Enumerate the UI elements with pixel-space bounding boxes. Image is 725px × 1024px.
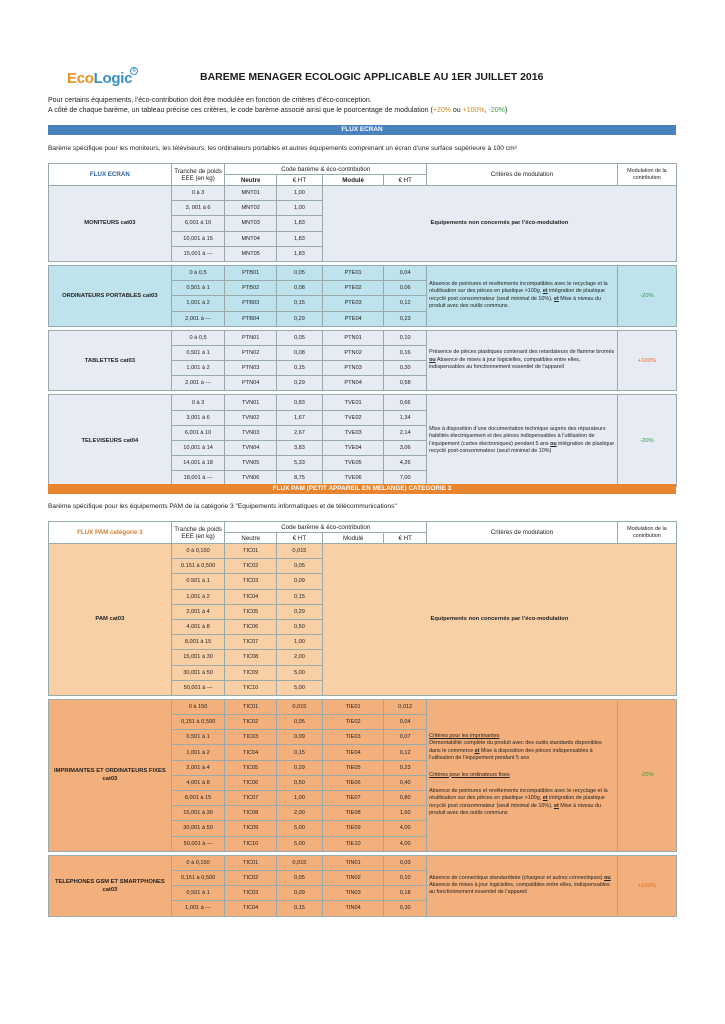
code-neutre: TIC10	[225, 836, 277, 851]
criteria-text: Absence de peintures et revêtements incompatibles avec le recyclage et la réutilisation sur des pièces en plastique >100g,	[429, 281, 608, 295]
category-name: TELEPHONES GSM ET SMARTPHONES cat03	[49, 855, 172, 916]
weight-range: 0,501 à 1	[171, 281, 225, 296]
criteria-et: et	[554, 802, 559, 809]
price-neutre: 0,29	[276, 604, 322, 619]
header-ht-neutre: € HT	[276, 533, 322, 544]
price-module: 0,58	[384, 376, 427, 391]
code-module: TVE03	[322, 425, 383, 440]
code-neutre: TIC01	[225, 544, 277, 559]
header-code: Code barème & éco-contribution	[225, 164, 427, 175]
weight-range: 0 à 3	[171, 395, 225, 410]
price-module: 0,10	[384, 330, 427, 345]
price-module: 0,30	[384, 901, 427, 916]
weight-range: 1,001 à 2	[171, 296, 225, 311]
code-module: TIE10	[322, 836, 383, 851]
header-tranche: Tranche de poids EEE (en kg)	[171, 164, 225, 186]
weight-range: 0.501 à 1	[171, 574, 225, 589]
header-neutre: Neutre	[225, 533, 277, 544]
page-header	[67, 66, 687, 96]
category-name: MONITEURS cat03	[49, 186, 172, 262]
flux-ecran-table	[48, 163, 677, 487]
weight-range: 8,001 à 15	[171, 635, 225, 650]
criteria-et: et	[542, 795, 548, 802]
weight-range: 0 à 3	[171, 186, 225, 201]
price-neutre: 1,67	[276, 410, 322, 425]
code-neutre: MNT04	[225, 231, 277, 246]
code-module: TVE02	[322, 410, 383, 425]
price-neutre: 1,00	[276, 791, 322, 806]
criteria-text: intégration de plastique recyclé post-consommateur (seuil minimal de 10%)	[429, 440, 614, 454]
code-neutre: TIC03	[225, 574, 277, 589]
section-note-flux-ecran: Barème spécifique pour les moniteurs, les téléviseurs, les ordinateurs portables et autres équipements comprenant un écran d’une surface supérieure à 100 cm²	[48, 145, 517, 152]
modulation-value: -20%	[617, 395, 676, 486]
code-neutre: TIC08	[225, 650, 277, 665]
code-module: PTN01	[322, 330, 383, 345]
price-neutre: 0,15	[276, 589, 322, 604]
criteria-text: Démontabilité complète du produit avec des outils standards disponibles dans le commerce	[429, 740, 602, 754]
weight-range: 0.151 à 0,500	[171, 559, 225, 574]
code-neutre: PTN02	[225, 345, 277, 360]
code-neutre: TIC06	[225, 619, 277, 634]
criteria-text: Mise à niveau du produit avec des outils communs	[429, 295, 602, 310]
weight-range: 0 à 0,5	[171, 265, 225, 280]
code-neutre: TIC04	[225, 745, 277, 760]
table-row	[49, 699, 677, 714]
price-neutre: 5,00	[276, 821, 322, 836]
criteria-text: Absence de peintures et revêtements incompatibles avec le recyclage et la réutilisation sur des pièces en plastique >100g,	[429, 788, 608, 802]
code-neutre: TVN02	[225, 410, 277, 425]
code-neutre: PTN01	[225, 330, 277, 345]
code-neutre: PTB04	[225, 311, 277, 326]
price-neutre: 0,05	[276, 715, 322, 730]
price-neutre: 0,08	[276, 345, 322, 360]
code-module: TIE06	[322, 775, 383, 790]
criteria-cell	[427, 699, 618, 851]
code-neutre: PTB03	[225, 296, 277, 311]
weight-range: 2,001 à ---	[171, 311, 225, 326]
criteria-text: intégration de plastique recyclé post consommateur (seuil minimal de 10%),	[429, 288, 605, 302]
weight-range: 15,001 à ---	[171, 246, 225, 261]
criteria-title: Critères pour les imprimantes	[429, 732, 500, 739]
price-neutre: 0,05	[276, 265, 322, 280]
code-neutre: TIC05	[225, 760, 277, 775]
code-neutre: TVN01	[225, 395, 277, 410]
header-ht-module: € HT	[384, 175, 427, 186]
weight-range: 14,001 à 18	[171, 456, 225, 471]
logo-logic: Logic	[93, 70, 133, 87]
price-module: 0,40	[384, 775, 427, 790]
code-module: PTN03	[322, 361, 383, 376]
price-neutre: 0,15	[276, 296, 322, 311]
weight-range: 50,001 à ---	[171, 680, 225, 695]
price-module: 0,80	[384, 791, 427, 806]
price-module: 0,06	[384, 281, 427, 296]
weight-range: 18,001 à ---	[171, 471, 225, 486]
category-name: PAM cat03	[49, 544, 172, 696]
price-neutre: 0,15	[276, 745, 322, 760]
price-module: 0,66	[384, 395, 427, 410]
weight-range: 30,001 à 50	[171, 821, 225, 836]
weight-range: 8,001 à 15	[171, 791, 225, 806]
criteria-title-desktops	[429, 772, 615, 779]
price-neutre: 2,67	[276, 425, 322, 440]
price-module: 0,03	[384, 855, 427, 870]
price-neutre: 5,00	[276, 836, 322, 851]
modulation-value: +100%	[617, 330, 676, 391]
weight-range: 4,001 à 8	[171, 619, 225, 634]
header-criteres: Critères de modulation	[427, 522, 618, 544]
code-neutre: TIC04	[225, 901, 277, 916]
code-module: TIE01	[322, 699, 383, 714]
criteria-ou: ou	[550, 440, 557, 447]
modulation-value: -20%	[617, 699, 676, 851]
intro-close: )	[504, 107, 508, 114]
category-name: TABLETTES cat03	[49, 330, 172, 391]
price-module: 0,30	[384, 361, 427, 376]
code-neutre: TIC05	[225, 604, 277, 619]
price-module: 0,18	[384, 886, 427, 901]
weight-range: 0 à 0,150	[171, 544, 225, 559]
price-module: 0,04	[384, 265, 427, 280]
price-module: 1,60	[384, 806, 427, 821]
code-neutre: TVN04	[225, 441, 277, 456]
code-neutre: TIC07	[225, 791, 277, 806]
criteria-ou: ou	[429, 356, 436, 363]
price-neutre: 8,75	[276, 471, 322, 486]
code-module: PTE04	[322, 311, 383, 326]
price-neutre: 0,29	[276, 311, 322, 326]
criteria-et: et	[474, 747, 480, 754]
weight-range: 15,001 à 30	[171, 650, 225, 665]
price-neutre: 1,00	[276, 201, 322, 216]
weight-range: 0,151 à 0,500	[171, 715, 225, 730]
header-code: Code barème & éco-contribution	[225, 522, 427, 533]
code-neutre: MNT03	[225, 216, 277, 231]
code-neutre: TIC03	[225, 730, 277, 745]
price-module: 2,14	[384, 425, 427, 440]
category-name: TELEVISEURS cat04	[49, 395, 172, 486]
price-module: 0,12	[384, 296, 427, 311]
weight-range: 0,151 à 0,500	[171, 870, 225, 885]
price-neutre: 0,015	[276, 544, 322, 559]
table-row	[49, 544, 677, 559]
section-band-flux-pam: FLUX PAM (PETIT APPAREIL EN MELANGE) CATEGORIE 3	[48, 484, 676, 494]
price-module: 0,04	[384, 715, 427, 730]
intro-line-1: Pour certains équipements, l’éco-contribution doit être modulée en fonction de critères d’éco-conception.	[48, 97, 372, 104]
price-neutre: 0,50	[276, 619, 322, 634]
criteria-title-printers	[429, 733, 615, 740]
intro-comma: ,	[484, 107, 489, 114]
table-row	[49, 330, 677, 345]
code-module: TIE05	[322, 760, 383, 775]
modulation-value: -20%	[617, 265, 676, 326]
weight-range: 15,001 à 30	[171, 806, 225, 821]
header-row	[49, 522, 677, 533]
weight-range: 3,001 à 6	[171, 410, 225, 425]
code-neutre: TVN06	[225, 471, 277, 486]
criteria-cell	[427, 395, 618, 486]
code-neutre: TIC02	[225, 715, 277, 730]
header-neutre: Neutre	[225, 175, 277, 186]
code-neutre: TIC06	[225, 775, 277, 790]
price-neutre: 0,015	[276, 855, 322, 870]
price-module: 7,00	[384, 471, 427, 486]
intro-plus20: +20%	[432, 107, 451, 114]
price-neutre: 0,05	[276, 330, 322, 345]
header-ht-module: € HT	[384, 533, 427, 544]
weight-range: 0 à 0,5	[171, 330, 225, 345]
header-modulation: Modulation de la contribution	[617, 522, 676, 544]
criteria-title: Critères pour les ordinateurs fixes	[429, 771, 510, 778]
weight-range: 6,001 à 10	[171, 425, 225, 440]
weight-range: 0,501 à 1	[171, 730, 225, 745]
weight-range: 1,001 à 2	[171, 589, 225, 604]
code-neutre: TIC03	[225, 886, 277, 901]
weight-range: 4,001 à 8	[171, 775, 225, 790]
code-neutre: PTB01	[225, 265, 277, 280]
intro-line-2-text: A côté de chaque barème, un tableau précise ces critères, le code barème associé ainsi que le pourcentage de modulation (	[48, 107, 433, 114]
table-row	[49, 395, 677, 410]
logo-registered-mark: ®	[130, 67, 138, 75]
price-neutre: 1,83	[276, 246, 322, 261]
price-module: 0,012	[384, 699, 427, 714]
code-module: TIE02	[322, 715, 383, 730]
price-module: 0,12	[384, 745, 427, 760]
header-criteres: Critères de modulation	[427, 164, 618, 186]
code-neutre: PTN03	[225, 361, 277, 376]
price-neutre: 1,00	[276, 186, 322, 201]
price-neutre: 0,09	[276, 574, 322, 589]
price-neutre: 0,05	[276, 559, 322, 574]
price-module: 0,23	[384, 311, 427, 326]
price-neutre: 2,00	[276, 650, 322, 665]
intro-text	[48, 96, 688, 116]
code-module: PTE03	[322, 296, 383, 311]
price-neutre: 5,00	[276, 680, 322, 695]
weight-range: 0,501 à 1	[171, 886, 225, 901]
weight-range: 10,001 à 14	[171, 441, 225, 456]
code-neutre: PTN04	[225, 376, 277, 391]
logo-eco: Eco	[67, 70, 94, 87]
criteria-text: Mise à disposition des pièces indispensables à l’utilisation de l’équipement pendant 5 ans	[429, 747, 593, 762]
price-neutre: 0,08	[276, 281, 322, 296]
code-neutre: TIC08	[225, 806, 277, 821]
code-module: TIN01	[322, 855, 383, 870]
criteria-printers	[429, 740, 615, 762]
weight-range: 1,001 à 2	[171, 361, 225, 376]
code-neutre: TIC10	[225, 680, 277, 695]
header-tranche: Tranche de poids EEE (en kg)	[171, 522, 225, 544]
code-neutre: MNT05	[225, 246, 277, 261]
criteria-ou: ou	[604, 874, 611, 881]
weight-range: 2,001 à 4	[171, 604, 225, 619]
criteria-cell	[427, 330, 618, 391]
modulation-value: +100%	[617, 855, 676, 916]
weight-range: 10,001 à 15	[171, 231, 225, 246]
weight-range: 2,001 à 4	[171, 760, 225, 775]
code-module: PTN02	[322, 345, 383, 360]
price-neutre: 0,15	[276, 361, 322, 376]
weight-range: 6,001 à 10	[171, 216, 225, 231]
price-module: 4,26	[384, 456, 427, 471]
intro-line-2	[48, 106, 688, 116]
table-row	[49, 186, 677, 201]
criteria-cell	[427, 265, 618, 326]
weight-range: 30,001 à 50	[171, 665, 225, 680]
price-neutre: 1,00	[276, 635, 322, 650]
weight-range: 1,001 à ---	[171, 901, 225, 916]
price-neutre: 0,29	[276, 376, 322, 391]
weight-range: 1,001 à 2	[171, 745, 225, 760]
price-module: 3,06	[384, 441, 427, 456]
weight-range: 50,001 à ---	[171, 836, 225, 851]
header-modulation: Modulation de la contribution	[617, 164, 676, 186]
code-module: TIE09	[322, 821, 383, 836]
code-neutre: MNT01	[225, 186, 277, 201]
code-module: TVE04	[322, 441, 383, 456]
price-neutre: 0,05	[276, 870, 322, 885]
code-neutre: TIC01	[225, 699, 277, 714]
price-module: 0,16	[384, 345, 427, 360]
header-module: Modulé	[322, 175, 383, 186]
code-module: PTE02	[322, 281, 383, 296]
table-row	[49, 265, 677, 280]
non-concerned-note: Equipements non concernés par l’éco-modulation	[322, 544, 676, 696]
price-neutre: 0,83	[276, 395, 322, 410]
price-neutre: 0,015	[276, 699, 322, 714]
flux-pam-table	[48, 521, 677, 917]
ecologic-logo	[67, 68, 136, 87]
code-module: TVE01	[322, 395, 383, 410]
flux-label: FLUX PAM catégorie 3	[49, 522, 172, 544]
table-row	[49, 855, 677, 870]
price-module: 4,00	[384, 836, 427, 851]
category-name: ORDINATEURS PORTABLES cat03	[49, 265, 172, 326]
code-module: TIN04	[322, 901, 383, 916]
code-module: TIE08	[322, 806, 383, 821]
weight-range: 0 à 150	[171, 699, 225, 714]
criteria-desktops	[429, 788, 615, 818]
code-neutre: TVN03	[225, 425, 277, 440]
criteria-text: Absence de mises à jour logicielles, compatibles entre elles, indispensables au fonctionnement essentiel de l’appareil	[429, 881, 610, 896]
criteria-text: Mise à disposition d’une documentation technique auprès des réparateurs habilités électriquement et des pièces indispensables à l’utilisation de l’équipement (cartes électroniques) pendant 5 ans	[429, 425, 606, 447]
price-neutre: 2,00	[276, 806, 322, 821]
price-neutre: 5,00	[276, 665, 322, 680]
non-concerned-note: Equipements non concernés par l’éco-modulation	[322, 186, 676, 262]
price-module: 4,00	[384, 821, 427, 836]
price-module: 1,34	[384, 410, 427, 425]
code-module: TIN03	[322, 886, 383, 901]
flux-label: FLUX ECRAN	[49, 164, 172, 186]
code-module: TIE07	[322, 791, 383, 806]
page-title: BAREME MENAGER ECOLOGIC APPLICABLE AU 1ER JUILLET 2016	[200, 71, 544, 83]
criteria-text: Mise à niveau du produit avec des outils communs	[429, 802, 602, 817]
price-neutre: 0,50	[276, 775, 322, 790]
code-module: TIE03	[322, 730, 383, 745]
price-neutre: 5,33	[276, 456, 322, 471]
code-neutre: TIC01	[225, 855, 277, 870]
price-neutre: 0,09	[276, 730, 322, 745]
code-neutre: TIC02	[225, 870, 277, 885]
code-module: TIN02	[322, 870, 383, 885]
code-module: TIE04	[322, 745, 383, 760]
price-neutre: 0,09	[276, 886, 322, 901]
criteria-et: et	[554, 295, 559, 302]
weight-range: 3, 001 à 6	[171, 201, 225, 216]
price-neutre: 1,83	[276, 216, 322, 231]
header-ht-neutre: € HT	[276, 175, 322, 186]
price-neutre: 3,83	[276, 441, 322, 456]
price-neutre: 1,83	[276, 231, 322, 246]
weight-range: 2,001 à ---	[171, 376, 225, 391]
intro-minus20: -20%	[488, 107, 505, 114]
section-note-flux-pam: Barème spécifique pour les équipements PAM de la catégorie 3 "Equipements informatiques et de télécommunications"	[48, 503, 397, 510]
price-neutre: 0,15	[276, 901, 322, 916]
code-neutre: TIC04	[225, 589, 277, 604]
code-module: PTN04	[322, 376, 383, 391]
criteria-text: Absence de mises à jour logicielles, compatibles entre elles, indispensables au fonctionnement essentiel de l’appareil	[429, 356, 581, 371]
code-module: TVE05	[322, 456, 383, 471]
code-neutre: TIC02	[225, 559, 277, 574]
code-neutre: TVN05	[225, 456, 277, 471]
header-module: Modulé	[322, 533, 383, 544]
code-neutre: PTB02	[225, 281, 277, 296]
criteria-text: Absence de connectique standardisée (chargeur et autres connectiques)	[429, 874, 605, 881]
code-neutre: TIC07	[225, 635, 277, 650]
weight-range: 0,501 à 1	[171, 345, 225, 360]
criteria-text: intégration de plastique recyclé post consommateur (seuil minimal de 10%),	[429, 795, 605, 809]
criteria-et: et	[542, 288, 548, 295]
code-module: TVE06	[322, 471, 383, 486]
section-band-flux-ecran: FLUX ECRAN	[48, 125, 676, 135]
code-neutre: MNT02	[225, 201, 277, 216]
price-module: 0,07	[384, 730, 427, 745]
price-module: 0,23	[384, 760, 427, 775]
price-module: 0,10	[384, 870, 427, 885]
weight-range: 0 à 0,150	[171, 855, 225, 870]
criteria-text: Présence de pièces plastiques contenant des retardateurs de flamme bromés	[429, 349, 615, 356]
intro-plus100: +100%	[462, 107, 485, 114]
intro-ou: ou	[450, 107, 463, 114]
criteria-cell	[427, 855, 618, 916]
header-row	[49, 164, 677, 175]
code-neutre: TIC09	[225, 665, 277, 680]
category-name: IMPRIMANTES ET ORDINATEURS FIXES cat03	[49, 699, 172, 851]
code-module: PTE01	[322, 265, 383, 280]
code-neutre: TIC09	[225, 821, 277, 836]
price-neutre: 0,29	[276, 760, 322, 775]
